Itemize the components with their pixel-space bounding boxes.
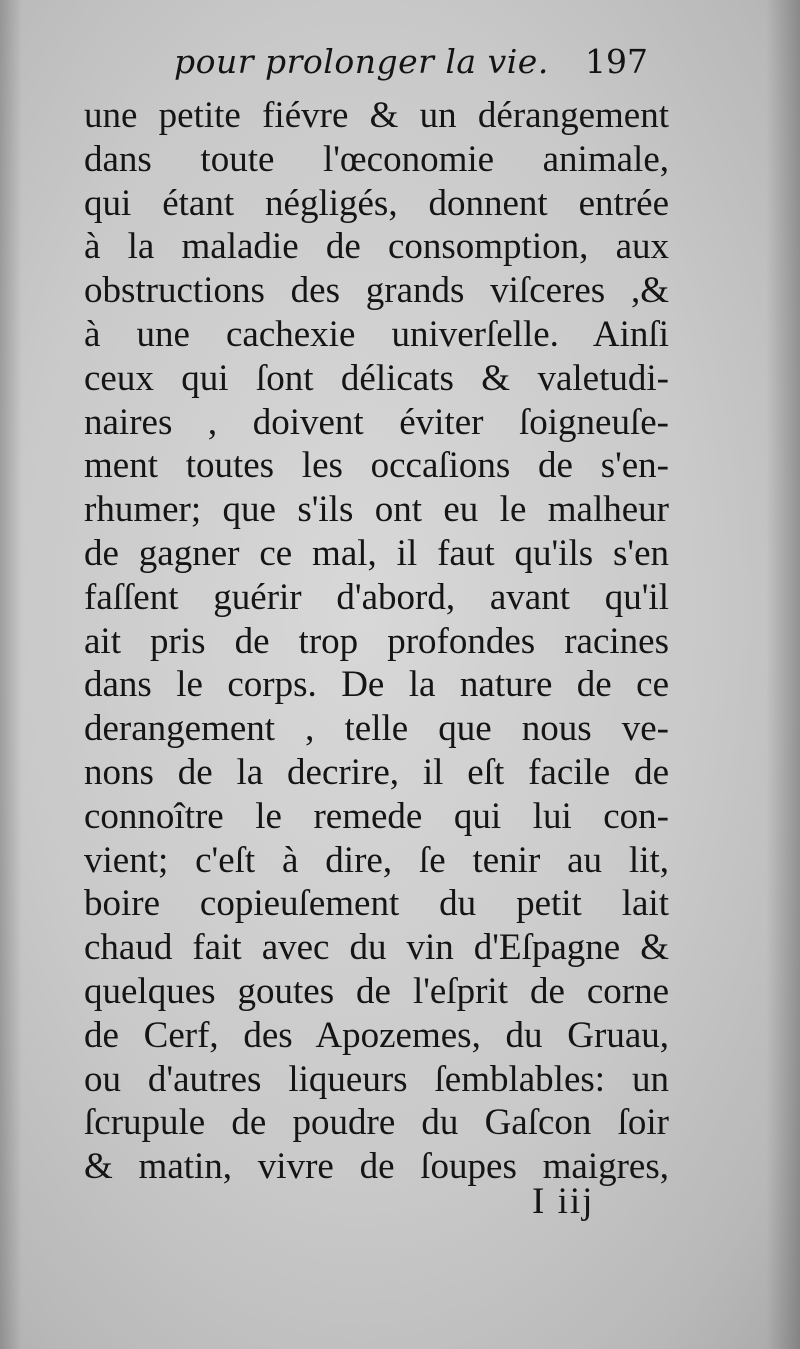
text-line: à la maladie de consomption, aux bbox=[84, 226, 669, 268]
text-line: dans le corps. De la nature de ce bbox=[84, 664, 669, 706]
text-line: de Cerf, des Apozemes, du Gruau, bbox=[84, 1014, 669, 1056]
text-line: ſcrupule de poudre du Gaſcon ſoir bbox=[84, 1102, 669, 1144]
page-left-shadow bbox=[0, 0, 22, 1349]
text-line: dans toute l'œconomie animale, bbox=[84, 138, 669, 180]
text-line: ceux qui ſont délicats & valetudi- bbox=[84, 357, 669, 399]
text-line: vient; c'eſt à dire, ſe tenir au lit, bbox=[84, 839, 669, 881]
text-line: quelques goutes de l'eſprit de corne bbox=[84, 970, 669, 1012]
page-number: 197 bbox=[585, 42, 648, 81]
body-text bbox=[84, 94, 669, 1189]
text-line: naires , doivent éviter ſoigneuſe- bbox=[84, 401, 669, 443]
text-line: de gagner ce mal, il faut qu'ils s'en bbox=[84, 532, 669, 574]
text-line: obstructions des grands viſceres ,& bbox=[84, 270, 669, 312]
page-right-shadow bbox=[766, 0, 800, 1349]
text-line: derangement , telle que nous ve- bbox=[84, 708, 669, 750]
running-title: pour prolonger la vie. bbox=[174, 42, 549, 81]
text-line: boire copieuſement du petit lait bbox=[84, 883, 669, 925]
text-line: connoître le remede qui lui con- bbox=[84, 795, 669, 837]
text-line: ment toutes les occaſions de s'en- bbox=[84, 445, 669, 487]
text-line: qui étant négligés, donnent entrée bbox=[84, 182, 669, 224]
text-line: faſſent guérir d'abord, avant qu'il bbox=[84, 576, 669, 618]
text-line: chaud fait avec du vin d'Eſpagne & bbox=[84, 927, 669, 969]
text-line: une petite fiévre & un dérangement bbox=[84, 95, 669, 136]
text-line: à une cachexie univerſelle. Ainſi bbox=[84, 313, 669, 355]
text-line: nons de la decrire, il eſt facile de bbox=[84, 751, 669, 793]
text-line: rhumer; que s'ils ont eu le malheur bbox=[84, 489, 669, 531]
text-line: ou d'autres liqueurs ſemblables: un bbox=[84, 1058, 669, 1100]
text-line: & matin, vivre de ſoupes maigres, bbox=[84, 1146, 669, 1188]
signature-mark: I iij bbox=[532, 1181, 595, 1222]
running-head bbox=[170, 42, 670, 92]
text-line: ait pris de trop profondes racines bbox=[84, 620, 669, 662]
